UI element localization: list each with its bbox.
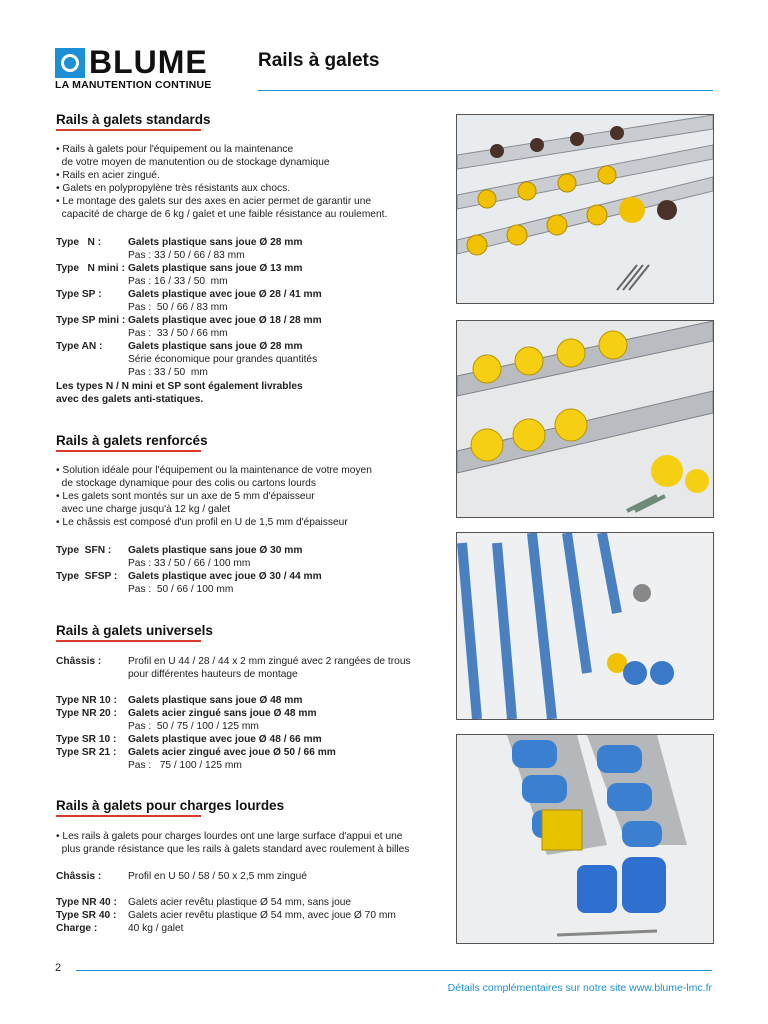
type-label: Type SP : (56, 289, 102, 300)
bullet-line: • Le châssis est composé d'un profil en U de 1,5 mm d'épaisseur (56, 517, 348, 528)
type-value: Galets plastique sans joue Ø 48 mm (128, 695, 303, 706)
type-row (56, 922, 456, 935)
type-label: Type SR 40 : (56, 910, 117, 921)
lourdes-types (56, 896, 456, 935)
type-label: Type SR 10 : (56, 734, 117, 745)
photo-heavy-rails (456, 734, 714, 944)
bullet-line: capacité de charge de 6 kg / galet et une faible résistance au roulement. (56, 209, 388, 220)
type-label: Type AN : (56, 341, 103, 352)
type-row (56, 896, 456, 909)
type-value: Pas : 33 / 50 / 66 / 100 mm (128, 558, 251, 569)
footer-divider (76, 970, 712, 971)
section-title-standards: Rails à galets standards (56, 112, 211, 127)
type-label: Type N mini : (56, 263, 125, 274)
type-row (56, 275, 456, 288)
page-number: 2 (55, 962, 62, 974)
reinforced-rails-illustration (457, 321, 713, 517)
type-label: Type N : (56, 237, 102, 248)
section-title-lourdes: Rails à galets pour charges lourdes (56, 798, 285, 813)
bullet-line: • Rails à galets pour l'équipement ou la maintenance (56, 144, 294, 155)
section-underline (56, 815, 201, 817)
type-row (56, 249, 456, 262)
type-row (56, 353, 456, 366)
type-value: Galets acier revêtu plastique Ø 54 mm, sans joue (128, 897, 352, 908)
type-value: Galets plastique sans joue Ø 30 mm (128, 545, 303, 556)
chassis-row (56, 870, 456, 883)
brand-logo-mark (55, 48, 85, 78)
chassis-label: Châssis : (56, 656, 102, 667)
type-value: Galets plastique avec joue Ø 28 / 41 mm (128, 289, 322, 300)
type-label: Type NR 20 : (56, 708, 117, 719)
chassis-value: Profil en U 44 / 28 / 44 x 2 mm zingué avec 2 rangées de trous (128, 656, 411, 667)
type-label: Type SR 21 : (56, 747, 117, 758)
type-row (56, 909, 456, 922)
type-label: Type SP mini : (56, 315, 126, 326)
standard-rails-illustration (457, 115, 713, 303)
logo-ring-icon (61, 54, 79, 72)
section-title-universels: Rails à galets universels (56, 623, 213, 638)
brand-name: BLUME (89, 44, 208, 80)
chassis-row (56, 655, 456, 668)
standards-note (56, 380, 456, 406)
type-row (56, 557, 456, 570)
type-label: Charge : (56, 923, 98, 934)
type-row (56, 262, 456, 275)
brand-tagline: LA MANUTENTION CONTINUE (55, 79, 212, 91)
type-value: Pas : 33 / 50 mm (128, 367, 208, 378)
type-row (56, 707, 456, 720)
type-row (56, 746, 456, 759)
type-value: Pas : 16 / 33 / 50 mm (128, 276, 228, 287)
type-row (56, 694, 456, 707)
type-row (56, 314, 456, 327)
type-row (56, 733, 456, 746)
type-row (56, 288, 456, 301)
chassis-value: Profil en U 50 / 58 / 50 x 2,5 mm zingué (128, 871, 307, 882)
type-value: Série économique pour grandes quantités (128, 354, 318, 365)
bullet-line: • Solution idéale pour l'équipement ou la maintenance de votre moyen (56, 465, 372, 476)
type-label: Type NR 10 : (56, 695, 117, 706)
bullet-line: • Galets en polypropylène très résistants aux chocs. (56, 183, 291, 194)
type-row (56, 759, 456, 772)
type-value: Galets plastique avec joue Ø 18 / 28 mm (128, 315, 322, 326)
chassis-row (56, 668, 456, 681)
type-value: Galets plastique avec joue Ø 48 / 66 mm (128, 734, 322, 745)
type-value: 40 kg / galet (128, 923, 184, 934)
bullet-line: de votre moyen de manutention ou de stockage dynamique (56, 157, 330, 168)
note-line: avec des galets anti-statiques. (56, 394, 204, 405)
type-row (56, 327, 456, 340)
type-value: Galets plastique sans joue Ø 28 mm (128, 341, 303, 352)
section-title-renforces: Rails à galets renforcés (56, 433, 208, 448)
type-label: Type SFN : (56, 545, 112, 556)
universal-rails-illustration (457, 533, 713, 719)
type-row (56, 301, 456, 314)
type-value: Galets plastique sans joue Ø 13 mm (128, 263, 303, 274)
type-row (56, 544, 456, 557)
page-title: Rails à galets (258, 50, 380, 71)
type-value: Pas : 33 / 50 / 66 mm (128, 328, 228, 339)
type-row (56, 340, 456, 353)
type-value: Pas : 33 / 50 / 66 / 83 mm (128, 250, 245, 261)
section-underline (56, 129, 201, 131)
bullet-line: avec une charge jusqu'à 12 kg / galet (56, 504, 231, 515)
bullet-line: • Les rails à galets pour charges lourdes ont une large surface d'appui et une (56, 831, 403, 842)
photo-standard-rails (456, 114, 714, 304)
section-underline (56, 450, 201, 452)
bullet-line: • Les galets sont montés sur un axe de 5 mm d'épaisseur (56, 491, 315, 502)
photo-universal-rails (456, 532, 714, 720)
type-label: Type NR 40 : (56, 897, 117, 908)
universels-types (56, 694, 456, 772)
type-value: Pas : 75 / 100 / 125 mm (128, 760, 242, 771)
type-label: Type SFSP : (56, 571, 118, 582)
photo-reinforced-rails (456, 320, 714, 518)
type-row (56, 720, 456, 733)
type-value: Galets acier zingué avec joue Ø 50 / 66 mm (128, 747, 336, 758)
type-row (56, 583, 456, 596)
renforces-types (56, 544, 456, 596)
title-divider (258, 90, 713, 91)
section-underline (56, 640, 201, 642)
lourdes-chassis (56, 870, 456, 883)
lourdes-bullets (56, 830, 456, 856)
bullet-line: plus grande résistance que les rails à galets standard avec roulement à billes (56, 844, 410, 855)
type-value: Pas : 50 / 75 / 100 / 125 mm (128, 721, 259, 732)
chassis-value: pour différentes hauteurs de montage (128, 669, 298, 680)
heavy-rails-illustration (457, 735, 713, 943)
bullet-line: • Le montage des galets sur des axes en acier permet de garantir une (56, 196, 372, 207)
type-value: Galets plastique avec joue Ø 30 / 44 mm (128, 571, 322, 582)
type-value: Galets acier zingué sans joue Ø 48 mm (128, 708, 317, 719)
footer-website-note: Détails complémentaires sur notre site www.blume-lmc.fr (447, 982, 712, 994)
standards-bullets (56, 143, 456, 221)
type-value: Pas : 50 / 66 / 83 mm (128, 302, 228, 313)
type-value: Pas : 50 / 66 / 100 mm (128, 584, 234, 595)
type-value: Galets acier revêtu plastique Ø 54 mm, avec joue Ø 70 mm (128, 910, 396, 921)
type-row (56, 236, 456, 249)
standards-types (56, 236, 456, 379)
type-value: Galets plastique sans joue Ø 28 mm (128, 237, 303, 248)
type-row (56, 366, 456, 379)
universels-chassis (56, 655, 456, 681)
type-row (56, 570, 456, 583)
renforces-bullets (56, 464, 456, 529)
bullet-line: • Rails en acier zingué. (56, 170, 160, 181)
note-line: Les types N / N mini et SP sont également livrables (56, 381, 303, 392)
chassis-label: Châssis : (56, 871, 102, 882)
bullet-line: de stockage dynamique pour des colis ou cartons lourds (56, 478, 316, 489)
